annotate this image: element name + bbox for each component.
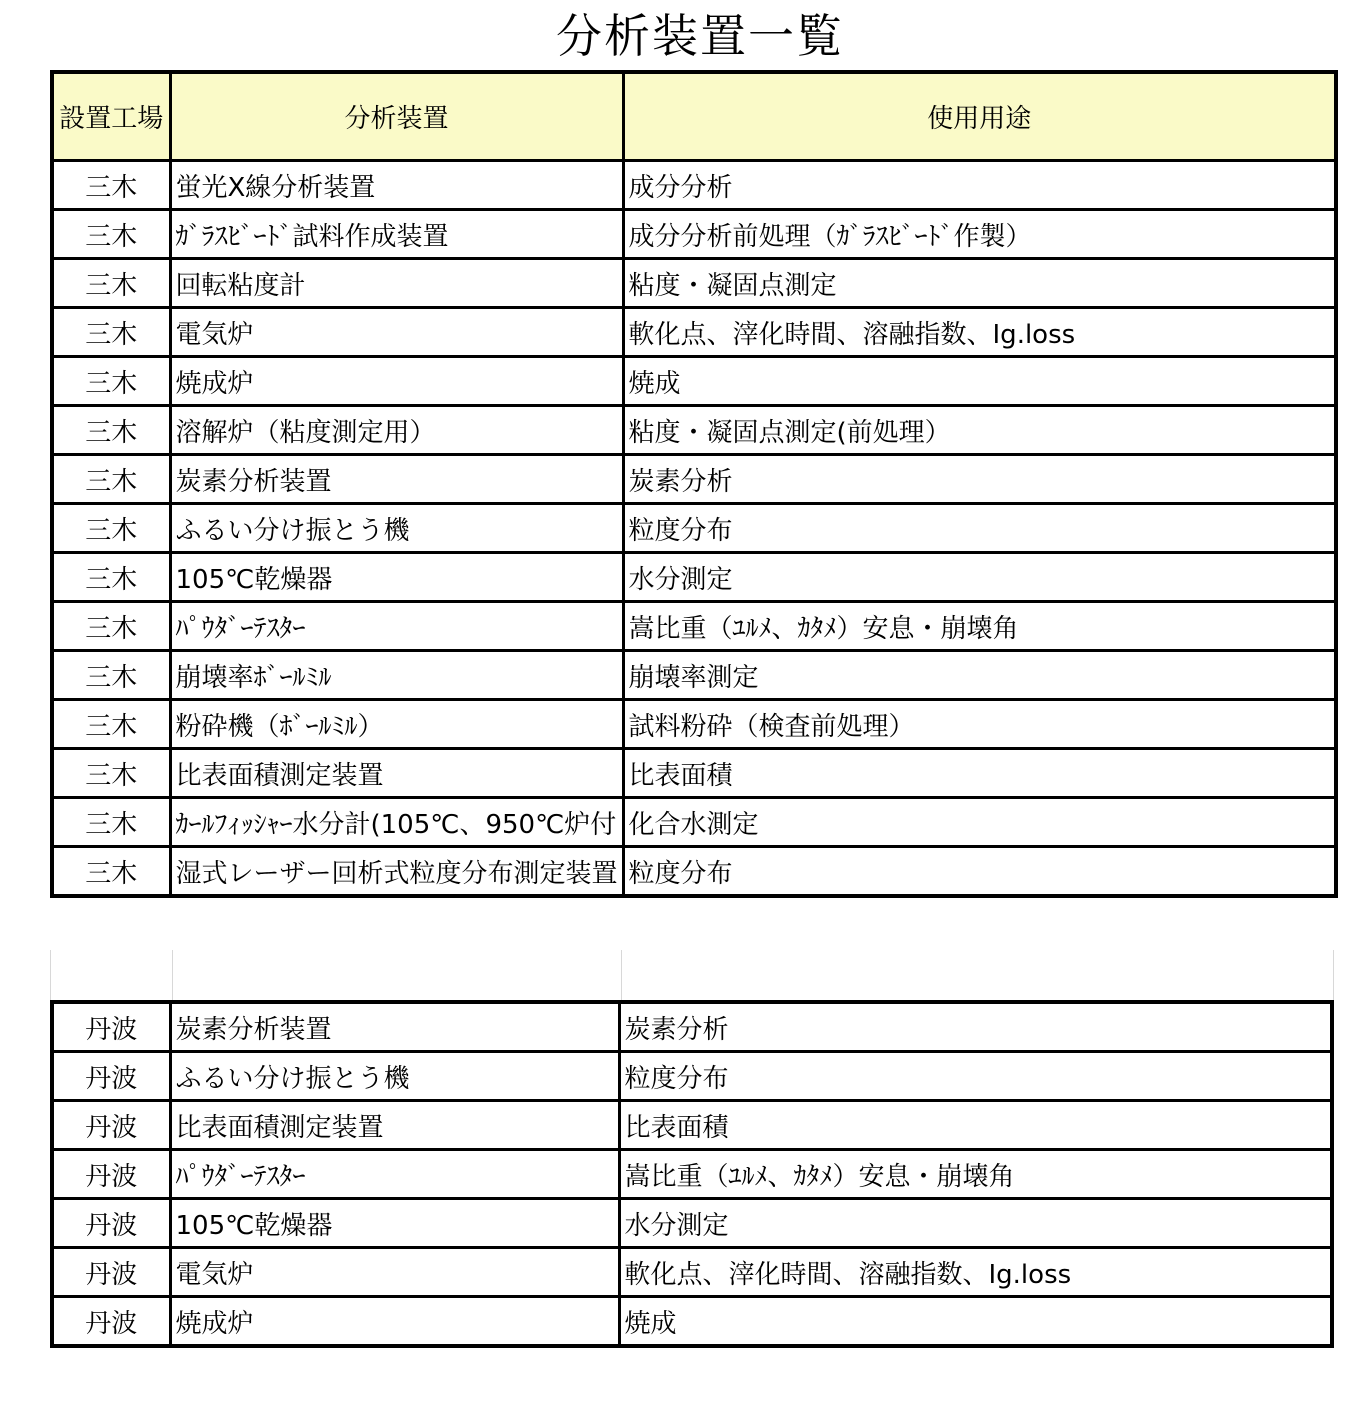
table-row (52, 1248, 1332, 1297)
plant-cell: 丹波 (52, 1199, 170, 1248)
table-row (52, 504, 1336, 553)
device-cell: ﾊﾟｳﾀﾞｰﾃｽﾀｰ (170, 602, 623, 651)
plant-cell: 丹波 (52, 1248, 170, 1297)
plant-cell: 三木 (52, 406, 170, 455)
table-row (52, 161, 1336, 210)
table-row (52, 1199, 1332, 1248)
plant-cell: 三木 (52, 651, 170, 700)
equipment-table-miki (50, 70, 1338, 898)
plant-cell: 三木 (52, 210, 170, 259)
header-row (52, 72, 1336, 161)
table-row (52, 1150, 1332, 1199)
plant-cell: 三木 (52, 455, 170, 504)
table-row (52, 1297, 1332, 1347)
usage-cell: 軟化点、滓化時間、溶融指数、Ig.loss (623, 308, 1336, 357)
plant-cell: 丹波 (52, 1002, 170, 1052)
device-cell: 焼成炉 (170, 1297, 619, 1347)
device-cell: 回転粘度計 (170, 259, 623, 308)
spacer-row (50, 950, 1334, 1000)
usage-cell: 焼成 (619, 1297, 1332, 1347)
table-row (52, 406, 1336, 455)
table-row (52, 1101, 1332, 1150)
device-cell: ﾊﾟｳﾀﾞｰﾃｽﾀｰ (170, 1150, 619, 1199)
device-cell: 炭素分析装置 (170, 455, 623, 504)
table-row (52, 357, 1336, 406)
usage-cell: 粒度分布 (623, 504, 1336, 553)
usage-cell: 水分測定 (623, 553, 1336, 602)
device-cell: ｶｰﾙﾌｨｯｼｬｰ水分計(105℃、950℃炉付 (170, 798, 623, 847)
device-cell: 蛍光X線分析装置 (170, 161, 623, 210)
plant-cell: 三木 (52, 259, 170, 308)
usage-cell: 成分分析前処理（ｶﾞﾗｽﾋﾞｰﾄﾞ作製） (623, 210, 1336, 259)
table-row (52, 455, 1336, 504)
plant-cell: 丹波 (52, 1150, 170, 1199)
usage-cell: 軟化点、滓化時間、溶融指数、Ig.loss (619, 1248, 1332, 1297)
table-row (52, 847, 1336, 897)
plant-cell: 丹波 (52, 1052, 170, 1101)
usage-cell: 炭素分析 (623, 455, 1336, 504)
header-plant: 設置工場 (52, 72, 170, 161)
device-cell: ふるい分け振とう機 (170, 1052, 619, 1101)
page-title: 分析装置一覧 (556, 9, 844, 63)
usage-cell: 焼成 (623, 357, 1336, 406)
device-cell: 湿式レーザー回析式粒度分布測定装置 (170, 847, 623, 897)
usage-cell: 嵩比重（ﾕﾙﾒ、ｶﾀﾒ）安息・崩壊角 (623, 602, 1336, 651)
table-row (52, 308, 1336, 357)
plant-cell: 三木 (52, 847, 170, 897)
table-row (52, 553, 1336, 602)
usage-cell: 炭素分析 (619, 1002, 1332, 1052)
usage-cell: 水分測定 (619, 1199, 1332, 1248)
device-cell: ｶﾞﾗｽﾋﾞｰﾄﾞ試料作成装置 (170, 210, 623, 259)
usage-cell: 粘度・凝固点測定 (623, 259, 1336, 308)
usage-cell: 嵩比重（ﾕﾙﾒ、ｶﾀﾒ）安息・崩壊角 (619, 1150, 1332, 1199)
plant-cell: 三木 (52, 602, 170, 651)
plant-cell: 三木 (52, 700, 170, 749)
usage-cell: 粘度・凝固点測定(前処理） (623, 406, 1336, 455)
device-cell: 比表面積測定装置 (170, 1101, 619, 1150)
device-cell: 105℃乾燥器 (170, 1199, 619, 1248)
table-row (52, 1002, 1332, 1052)
header-usage: 使用用途 (623, 72, 1336, 161)
device-cell: 電気炉 (170, 1248, 619, 1297)
plant-cell: 三木 (52, 798, 170, 847)
usage-cell: 比表面積 (619, 1101, 1332, 1150)
device-cell: ふるい分け振とう機 (170, 504, 623, 553)
plant-cell: 三木 (52, 308, 170, 357)
table-row (52, 210, 1336, 259)
plant-cell: 三木 (52, 749, 170, 798)
plant-cell: 三木 (52, 161, 170, 210)
device-cell: 粉砕機（ﾎﾞｰﾙﾐﾙ） (170, 700, 623, 749)
plant-cell: 丹波 (52, 1101, 170, 1150)
table-row (52, 259, 1336, 308)
usage-cell: 粒度分布 (619, 1052, 1332, 1101)
device-cell: 105℃乾燥器 (170, 553, 623, 602)
plant-cell: 丹波 (52, 1297, 170, 1347)
usage-cell: 化合水測定 (623, 798, 1336, 847)
table-row (52, 749, 1336, 798)
plant-cell: 三木 (52, 504, 170, 553)
usage-cell: 比表面積 (623, 749, 1336, 798)
table-row (52, 602, 1336, 651)
device-cell: 焼成炉 (170, 357, 623, 406)
header-device: 分析装置 (170, 72, 623, 161)
table-row (52, 1052, 1332, 1101)
device-cell: 電気炉 (170, 308, 623, 357)
plant-cell: 三木 (52, 553, 170, 602)
usage-cell: 粒度分布 (623, 847, 1336, 897)
usage-cell: 成分分析 (623, 161, 1336, 210)
device-cell: 炭素分析装置 (170, 1002, 619, 1052)
device-cell: 溶解炉（粘度測定用） (170, 406, 623, 455)
table-row (52, 700, 1336, 749)
table-row (52, 798, 1336, 847)
device-cell: 比表面積測定装置 (170, 749, 623, 798)
usage-cell: 試料粉砕（検査前処理） (623, 700, 1336, 749)
table-row (52, 651, 1336, 700)
equipment-table-tamba (50, 1000, 1334, 1348)
device-cell: 崩壊率ﾎﾞｰﾙﾐﾙ (170, 651, 623, 700)
plant-cell: 三木 (52, 357, 170, 406)
usage-cell: 崩壊率測定 (623, 651, 1336, 700)
